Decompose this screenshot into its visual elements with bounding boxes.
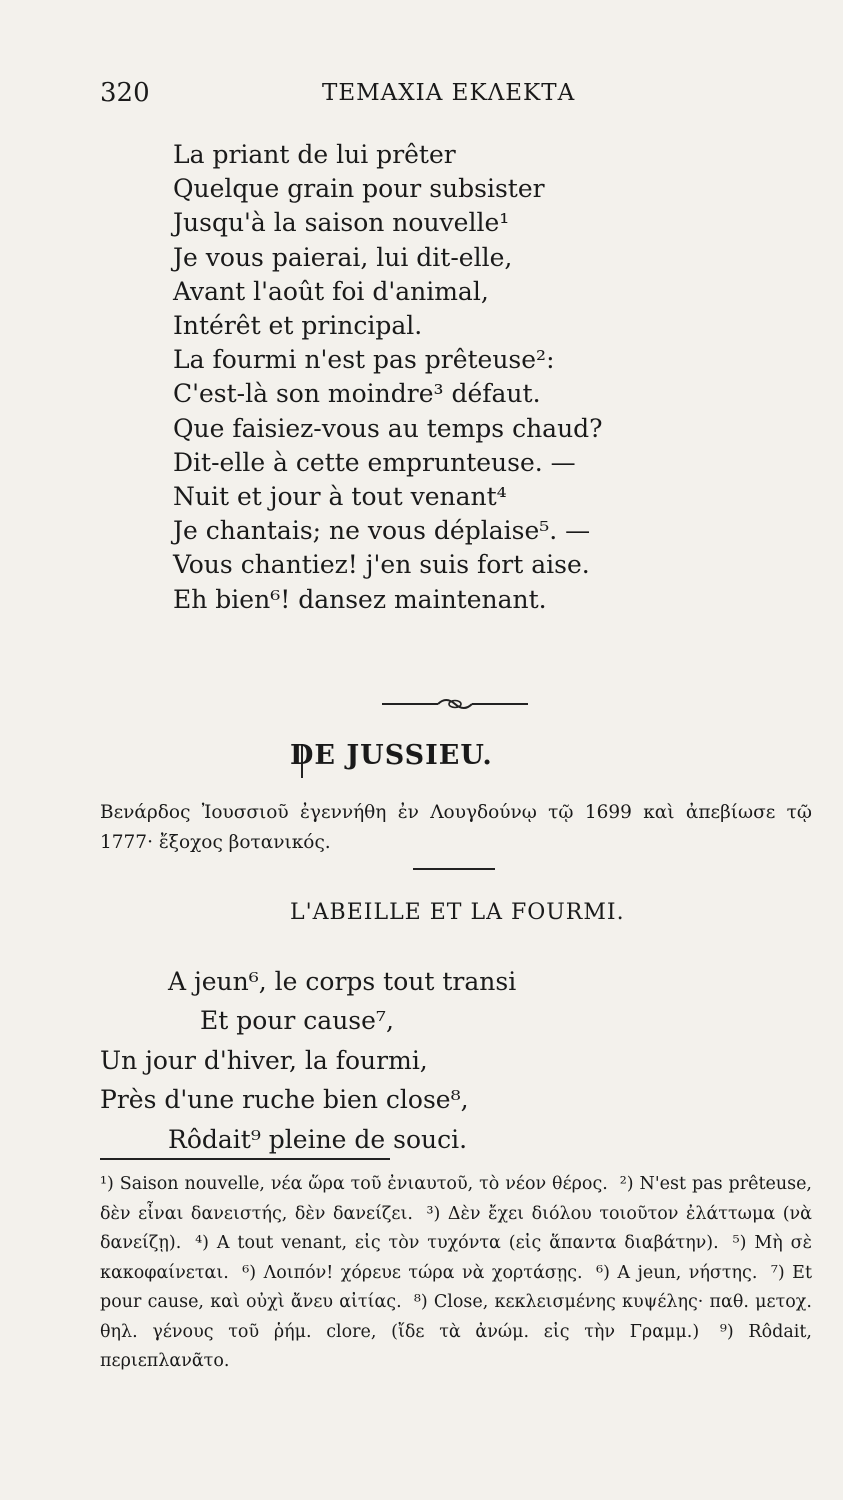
verse-line: Dit-elle à cette emprunteuse. — xyxy=(173,447,576,477)
verse-line: Et pour cause⁷, xyxy=(200,1006,394,1036)
footnote: ²) N'est pas prêteuse, δὲν εἶναι δανειστής, δὲν δανείζει. xyxy=(100,1174,812,1224)
author-bio: Βενάρδος Ἰουσσιοῦ ἐγεννήθη ἐν Λουγδούνῳ τῷ 1699 καὶ ἀπεβίωσε τῷ 1777· ἔξοχος βοτανικός. xyxy=(100,802,812,853)
verse-line: Un jour d'hiver, la fourmi, xyxy=(100,1045,428,1075)
verse-line: Intérêt et principal. xyxy=(173,311,423,341)
footnote: ⁷) Et pour cause, καὶ οὐχὶ ἄνευ αἰτίας. xyxy=(100,1262,812,1312)
verse-line: La fourmi n'est pas prêteuse²: xyxy=(173,345,555,375)
author-heading: DE JUSSIEU. xyxy=(290,740,493,771)
fable-title: L'ABEILLE ET LA FOURMI. xyxy=(290,900,625,925)
poem-abeille-fourmi xyxy=(100,962,516,1159)
verse-line: La priant de lui prêter xyxy=(173,140,456,169)
footnote: ⁹) Rôdait, περιεπλανᾶτο. xyxy=(100,1321,812,1371)
footnote: ¹) Saison nouvelle, νέα ὥρα τοῦ ἐνιαυτοῦ, τὸ νέον θέρος. xyxy=(100,1174,608,1194)
verse-line: Je chantais; ne vous déplaise⁵. — xyxy=(173,516,591,546)
footnote: ⁶) A jeun, νήστης. xyxy=(596,1262,758,1283)
footnotes xyxy=(100,1170,812,1377)
verse-line: A jeun⁶, le corps tout transi xyxy=(168,967,517,996)
section-rule xyxy=(413,868,495,870)
footnote: ⁵) Μὴ σὲ κακοφαίνεται. xyxy=(100,1233,812,1283)
verse-line: Rôdait⁹ pleine de souci. xyxy=(168,1124,468,1154)
footnote: ⁶) Λοιπόν! χόρευε τώρα νὰ χορτάσῃς. xyxy=(242,1262,583,1283)
verse-line: Quelque grain pour subsister xyxy=(173,174,545,204)
footnote: ³) Δὲν ἔχει διόλου τοιοῦτον ἐλάττωμα (νὰ δανείζῃ). xyxy=(100,1203,812,1253)
verse-line: Je vous paierai, lui dit-elle, xyxy=(173,242,513,272)
poem-la-cigale-ending xyxy=(173,138,603,617)
ornament-divider-icon xyxy=(380,694,530,712)
verse-line: Jusqu'à la saison nouvelle¹ xyxy=(173,208,510,238)
verse-line: Vous chantiez! j'en suis fort aise. xyxy=(173,550,590,580)
verse-line: Que faisiez-vous au temps chaud? xyxy=(173,413,603,443)
verse-line: Près d'une ruche bien close⁸, xyxy=(100,1085,469,1115)
page-number: 320 xyxy=(100,78,150,108)
footnote-rule xyxy=(100,1158,390,1160)
footnote: ⁸) Close, κεκλεισμένης κυψέλης· παθ. μετοχ. θηλ. γένους τοῦ ῥήμ. clore, (ἴδε τὰ ἀνώμ. εἰς τὴν Γραμμ.) xyxy=(100,1292,812,1342)
verse-line: Nuit et jour à tout venant⁴ xyxy=(173,482,507,512)
verse-line: Eh bien⁶! dansez maintenant. xyxy=(173,584,547,614)
verse-line: C'est-là son moindre³ défaut. xyxy=(173,379,541,409)
footnote: ⁴) A tout venant, εἰς τὸν τυχόντα (εἰς ἅπαντα διαβάτην). xyxy=(195,1233,719,1253)
running-head: ΤΕΜΑΧΙΑ ΕΚΛΕΚΤΑ xyxy=(322,80,576,106)
verse-line: Avant l'août foi d'animal, xyxy=(173,276,489,306)
page-header xyxy=(100,78,812,114)
